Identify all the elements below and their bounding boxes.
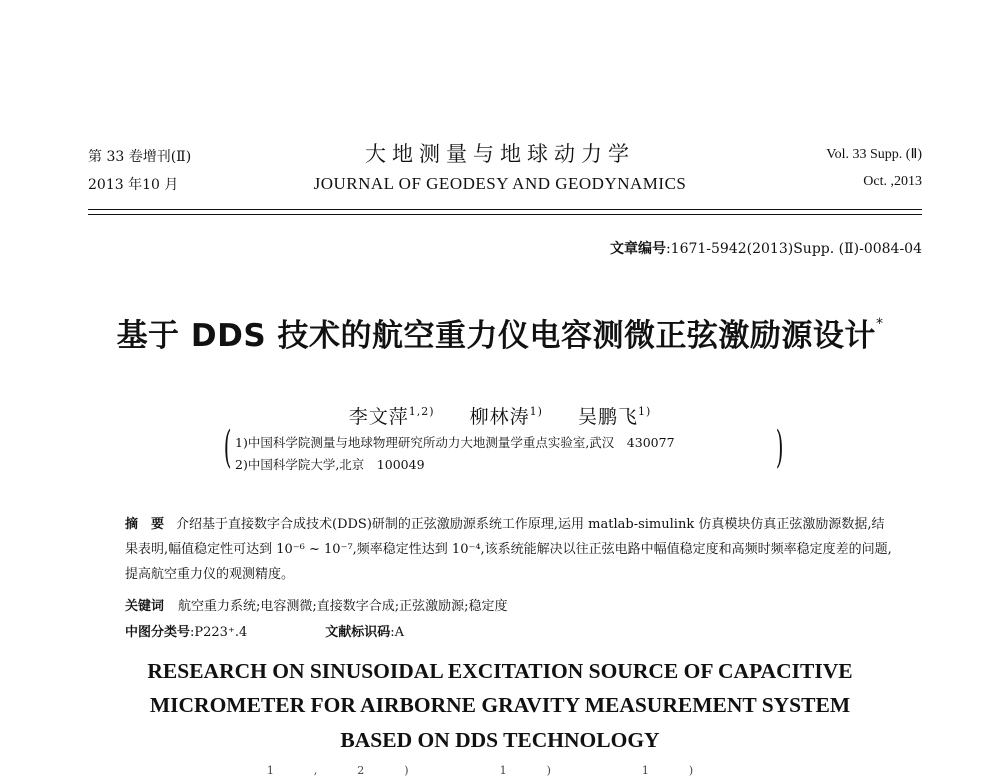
clc-label: 中图分类号 xyxy=(125,625,191,640)
abstract xyxy=(125,512,895,587)
english-title-line: BASED ON DDS TECHNOLOGY xyxy=(340,728,660,752)
clc-value: :P223⁺.4 xyxy=(190,625,248,640)
journal-volume-en: Vol. 33 Supp. (Ⅱ) xyxy=(826,147,922,162)
abstract-text: 介绍基于直接数字合成技术(DDS)研制的正弦激励源系统工作原理,运用 matlab-simulink 仿真模块仿真正弦激励源数据,结果表明,幅值稳定性可达到 10⁻⁶ ~ 10⁻⁷,频率稳定性达到 10⁻⁴,该系统能解决以往正弦电路中幅值稳定度和高频时频率稳定度差的问题,提高航空重力仪的观测精度。 xyxy=(125,517,892,582)
author-affiliation-mark: 1) xyxy=(637,405,652,418)
author-affiliation-mark: 1,2) xyxy=(408,405,435,418)
affiliation-right-bracket: ) xyxy=(775,422,784,473)
affiliation-left-bracket: ( xyxy=(223,422,232,473)
journal-date-cn: 2013 年10 月 xyxy=(88,177,179,193)
header-rule-top xyxy=(88,209,922,210)
keywords xyxy=(125,595,508,614)
cut-off-author-marks: 1,2) 1) 1) xyxy=(266,764,734,777)
paper-title-footnote-mark: * xyxy=(875,316,884,332)
keywords-label: 关键词 xyxy=(125,599,165,614)
author xyxy=(349,406,435,428)
english-title-line: MICROMETER FOR AIRBORNE GRAVITY MEASUREMENT SYSTEM xyxy=(149,693,851,717)
author-list xyxy=(0,402,1000,429)
journal-name-cn: 大地测量与地球动力学 xyxy=(365,142,635,166)
journal-date-en: Oct. ,2013 xyxy=(863,174,922,189)
author xyxy=(470,406,543,428)
document-code-label: 文献标识码 xyxy=(325,625,391,640)
author-affiliation-mark: 1) xyxy=(529,405,543,418)
author-name: 吴鹏飞 xyxy=(577,406,638,428)
classification xyxy=(125,621,404,640)
english-title-line: RESEARCH ON SINUSOIDAL EXCITATION SOURCE OF CAPACITIVE xyxy=(147,659,853,683)
article-number-label: 文章编号 xyxy=(609,241,666,257)
paper-title xyxy=(0,310,1000,355)
affiliation-line: 2)中国科学院大学,北京 100049 xyxy=(235,457,425,472)
author-name: 柳林涛 xyxy=(469,406,530,428)
header-rule-bottom xyxy=(88,214,922,215)
paper-title-text: 基于 DDS 技术的航空重力仪电容测微正弦激励源设计 xyxy=(116,318,876,354)
keywords-text: 航空重力系统;电容测微;直接数字合成;正弦激励源;稳定度 xyxy=(178,599,508,614)
affiliations xyxy=(223,422,784,476)
document-code-value: :A xyxy=(390,625,405,640)
journal-name-en: JOURNAL OF GEODESY AND GEODYNAMICS xyxy=(313,174,687,193)
abstract-label: 摘 要 xyxy=(125,517,165,532)
affiliation-line: 1)中国科学院测量与地球物理研究所动力大地测量学重点实验室,武汉 430077 xyxy=(235,435,675,450)
author xyxy=(578,406,651,428)
author-name: 李文萍 xyxy=(348,406,409,428)
article-number-value: :1671-5942(2013)Supp. (Ⅱ)-0084-04 xyxy=(665,241,922,257)
journal-volume-cn: 第 33 卷增刊(Ⅱ) xyxy=(88,149,192,165)
article-number xyxy=(610,238,922,258)
